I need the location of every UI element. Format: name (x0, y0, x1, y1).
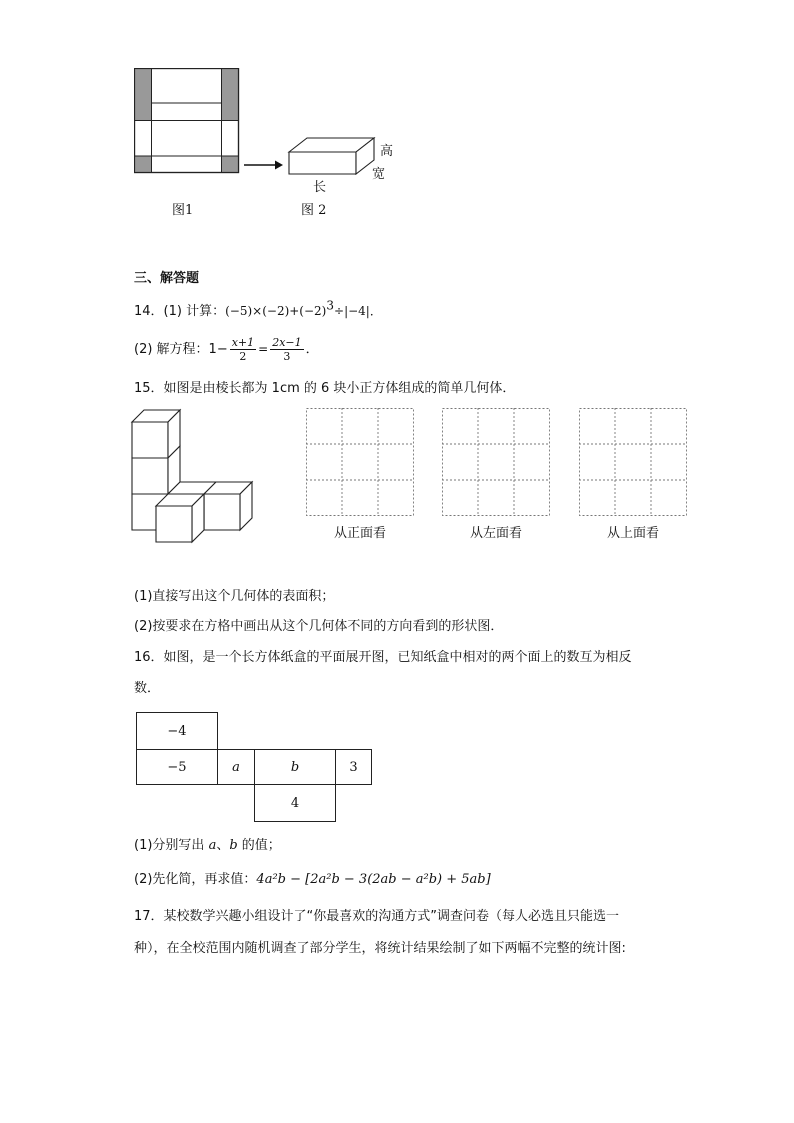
caption-top-view: 从上面看 (606, 526, 659, 541)
section-title: 三、解答题 (134, 271, 200, 286)
q14-part1-prefix: 14．(1) 计算： (134, 304, 226, 319)
q14-eq: = (258, 342, 269, 356)
q16-sub1-suffix: 的值； (237, 838, 281, 853)
q15-sub1: (1)直接写出这个几何体的表面积； (134, 589, 335, 604)
q15-sub2: (2)按要求在方格中画出从这个几何体不同的方向看到的形状图． (134, 619, 504, 634)
grid-left[interactable] (442, 408, 550, 516)
q16-sub1 (134, 837, 281, 855)
q15-cube-solid (130, 408, 260, 548)
q14-part1-exp: 3 (326, 298, 335, 313)
q16-sub2-expr: 4a²b − [2a²b − 3(2ab − a²b) + 5ab] (256, 872, 491, 887)
caption-left-view: 从左面看 (469, 526, 522, 541)
q16-stem-line2: 数． (134, 681, 161, 696)
q14-part1-tail: ÷|−4|． (334, 304, 382, 318)
q14-part2-prefix: (2) 解方程：1− (134, 342, 228, 357)
label-gao: 高 (380, 144, 394, 159)
q16-stem-line1: 16．如图，是一个长方体纸盒的平面展开图，已知纸盒中相对的两个面上的数互为相反 (134, 650, 632, 665)
q16-sub2-prefix: (2)先化简，再求值： (134, 872, 257, 887)
figure-2-box (286, 136, 376, 182)
q16-sub1-a: a (208, 838, 217, 853)
net-cell-neg5: −5 (136, 749, 218, 785)
net-cell-neg4: −4 (136, 712, 218, 750)
q14-frac2-den: 3 (283, 350, 291, 363)
q16-sub2 (134, 871, 491, 889)
q16-sub1-prefix: (1)分别写出 (134, 838, 209, 853)
q14-frac2 (270, 336, 303, 363)
q14-part2-tail: ． (305, 342, 319, 357)
q16-sub1-b: b (229, 838, 238, 853)
net-cell-a: a (217, 749, 255, 785)
label-chang: 长 (313, 180, 327, 195)
q14-frac1-num: x+1 (231, 336, 255, 349)
arrow (244, 156, 284, 175)
q14-frac2-num: 2x−1 (272, 336, 302, 349)
grid-top[interactable] (579, 408, 687, 516)
net-cell-3: 3 (335, 749, 372, 785)
q14-frac1 (230, 336, 256, 363)
q14-part2 (134, 333, 319, 366)
net-cell-4: 4 (254, 784, 336, 822)
q17-line1: 17．某校数学兴趣小组设计了“你最喜欢的沟通方式”调查问卷（每人必选且只能选一 (134, 909, 620, 924)
q14-part1-expr: (−5)×(−2)+(−2) (225, 304, 327, 318)
label-kuan: 宽 (372, 167, 386, 182)
q17-line2: 种），在全校范围内随机调查了部分学生，将统计结果绘制了如下两幅不完整的统计图: (134, 941, 626, 956)
caption-front-view: 从正面看 (333, 526, 386, 541)
q16-sub1-sep: 、 (216, 838, 230, 853)
q14-frac1-den: 2 (239, 350, 247, 363)
grid-front[interactable] (306, 408, 414, 516)
fig1-caption: 图1 (172, 203, 194, 218)
fig2-caption: 图 2 (301, 203, 327, 218)
q15-stem: 15．如图是由棱长都为 1cm 的 6 块小正方体组成的简单几何体． (134, 381, 516, 396)
figure-1 (134, 68, 240, 178)
net-cell-b: b (254, 749, 336, 785)
q14-part1 (134, 298, 382, 321)
